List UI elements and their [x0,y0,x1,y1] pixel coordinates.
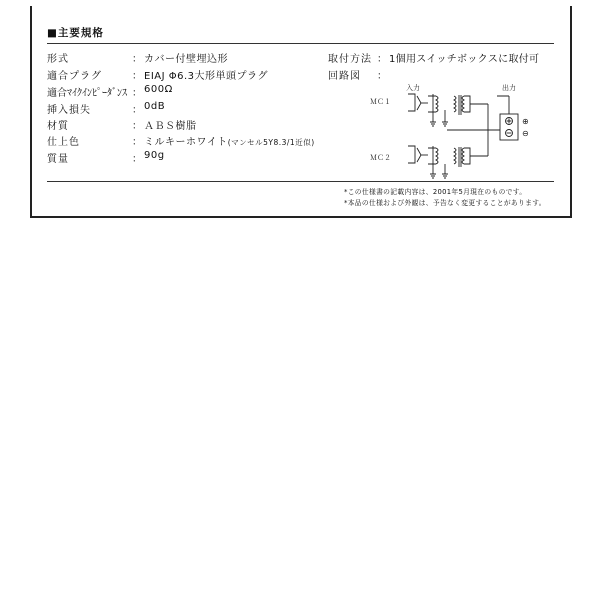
plus-terminal-icon: ⊕ [522,117,529,126]
spec-label: 仕上色 [47,137,80,148]
spec-value-note: (マンセル5Y8.3/1近似) [227,138,315,147]
spec-value: 90g [144,150,165,161]
output-label: 出力 [502,84,516,92]
spec-label: 材質 [47,121,69,132]
footnote: *この仕様書の記載内容は、2001年5月現在のものです。 [344,188,527,196]
mounting-value: 1個用スイッチボックスに取付可 [389,54,540,65]
spec-value: ＡＢＳ樹脂 [144,121,197,132]
spec-colon: ： [132,88,142,99]
spec-value: EIAJ Φ6.3大形単頭プラグ [144,71,269,82]
mic2-label: ＭＣ２ [370,154,391,162]
bottom-rule [47,181,554,182]
spec-value [144,133,315,148]
spec-value: 0dB [144,101,166,112]
top-rule [47,43,554,44]
mounting-label: 取付方法 [328,54,372,65]
footnote: *本品の仕様および外観は、予告なく変更することがあります。 [344,199,546,207]
spec-colon: ： [132,54,142,65]
spec-colon: ： [132,121,142,132]
spec-colon: ： [132,154,142,165]
circuit-label: 回路図 [328,71,361,82]
spec-label: 挿入損失 [47,105,91,116]
spec-label: 質量 [47,154,69,165]
spec-value: カバー付壁埋込形 [144,54,228,65]
spec-colon: ： [132,137,142,148]
mounting-colon: ： [377,54,388,65]
spec-value-main: ミルキーホワイト [144,137,228,148]
spec-label: 適合プラグ [47,71,102,82]
section-heading: ■主要規格 [47,27,104,39]
spec-colon: ： [132,71,142,82]
minus-terminal-icon: ⊖ [522,129,529,138]
spec-value: 600Ω [144,84,173,95]
circuit-colon: ： [377,71,388,82]
spec-label: 形式 [47,54,69,65]
input-label: 入力 [406,84,420,92]
mic1-label: ＭＣ１ [370,98,391,106]
spec-label: 適合ﾏｲｸｲﾝﾋﾟｰﾀﾞﾝｽ [47,88,127,99]
spec-colon: ： [132,105,142,116]
